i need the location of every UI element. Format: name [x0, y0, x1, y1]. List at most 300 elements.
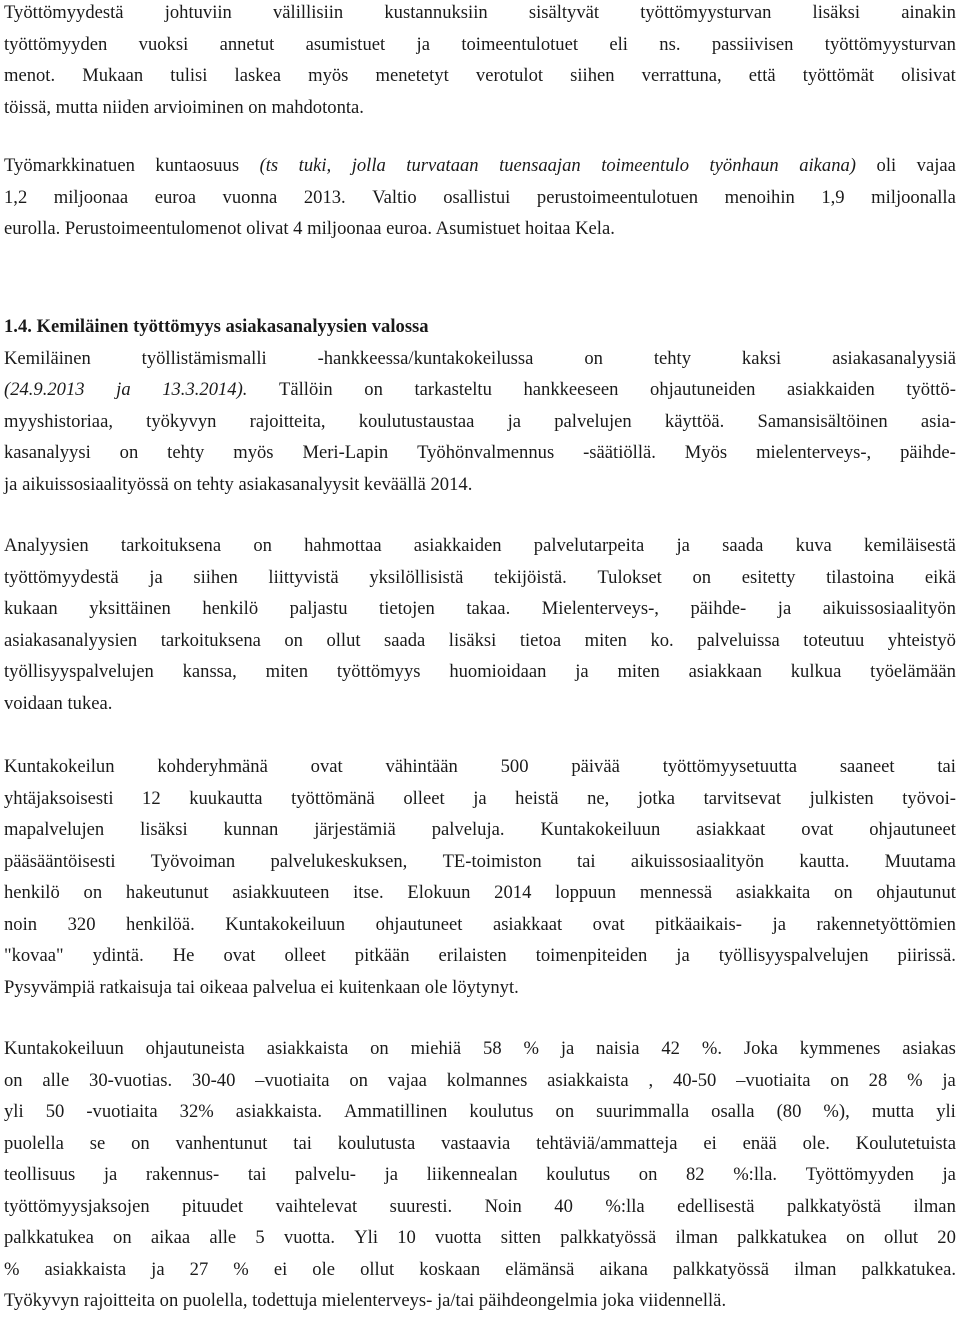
word: %:lla	[605, 1195, 645, 1217]
word: on	[113, 1227, 132, 1248]
word: palkkatyöstä	[787, 1195, 882, 1217]
paragraph-client-demographics	[4, 1033, 956, 1317]
word: asiakkaista.	[235, 1101, 323, 1122]
word: siihen	[193, 566, 238, 588]
word: on	[692, 566, 712, 588]
word: pitkään	[354, 945, 410, 966]
text-line	[4, 530, 956, 562]
word: ja	[942, 1069, 956, 1091]
word: työllistämismalli	[141, 347, 267, 369]
word: päihde-	[690, 598, 747, 619]
word: työnhaun	[709, 155, 779, 176]
word: osalla	[711, 1101, 755, 1122]
word: myös	[308, 65, 349, 86]
text-line	[4, 656, 956, 688]
word: kautta.	[799, 850, 850, 872]
word: Työmarkkinatuen	[4, 155, 135, 176]
word: 12	[142, 787, 161, 809]
word: tuki,	[298, 155, 332, 176]
word: ilman	[794, 1258, 837, 1280]
text-line-content: töissä, mutta niiden arvioiminen on mahdotonta.	[4, 96, 364, 118]
word: tietojen	[379, 598, 435, 619]
text-line	[4, 1159, 956, 1191]
word: 28	[868, 1069, 888, 1091]
word: palveluja.	[431, 819, 505, 840]
word: enää	[742, 1132, 777, 1154]
word: 1,9	[821, 186, 845, 208]
word: työttömyydestä	[4, 566, 119, 588]
word: palvelujen	[554, 410, 632, 432]
word: ne,	[587, 787, 610, 809]
word: ainakin	[901, 2, 956, 23]
word: turvataan	[406, 155, 479, 176]
text-line	[4, 783, 956, 815]
word: ja	[676, 945, 690, 966]
word: työttömänä	[291, 787, 375, 809]
word: ilman	[675, 1227, 718, 1248]
word: %	[4, 1258, 20, 1280]
word: 58	[483, 1038, 502, 1059]
word: työelämään	[870, 661, 956, 682]
word: Kemiläinen	[4, 347, 91, 369]
word: 32%	[179, 1101, 214, 1122]
word: ohjautuneista	[145, 1038, 245, 1059]
word: työttömyysetuutta	[662, 756, 797, 777]
text-line	[4, 1033, 956, 1065]
word: Kuntakokeiluun	[225, 913, 346, 935]
word: olleet	[284, 945, 326, 966]
word: 20	[937, 1227, 956, 1248]
word: –vuotiaita	[255, 1069, 330, 1091]
word: kustannuksiin	[384, 2, 488, 23]
word: kulkua	[790, 661, 842, 682]
word: rakennus-	[145, 1164, 220, 1185]
word: tai	[937, 756, 956, 777]
text-line	[4, 909, 956, 941]
word: edellisestä	[677, 1195, 755, 1217]
word: eli	[609, 33, 628, 55]
text-line	[4, 150, 956, 182]
word: jotka	[637, 787, 676, 809]
word: on	[4, 1069, 23, 1091]
word: Muutama	[884, 850, 956, 872]
word: menoihin	[724, 186, 795, 208]
word: verotulot	[475, 65, 544, 86]
word: lisäksi	[140, 819, 188, 840]
word: palvelukeskuksen,	[270, 850, 408, 872]
word: aikana)	[799, 155, 857, 176]
word: mutta	[871, 1101, 915, 1122]
word: –vuotiaita	[736, 1069, 811, 1091]
word: asumistuet	[305, 33, 386, 55]
word: pituudet	[182, 1195, 244, 1217]
word: on	[830, 1069, 849, 1091]
word: piirissä.	[897, 945, 956, 966]
word: ohjautunut	[876, 882, 956, 903]
word: palvelutarpeita	[533, 535, 645, 556]
word: kuva	[795, 535, 832, 556]
word: johtuviin	[164, 2, 232, 23]
word: laskea	[234, 65, 282, 86]
word: ohjautuneet	[375, 913, 463, 935]
word: vajaa	[916, 155, 956, 176]
word: 40	[554, 1195, 573, 1217]
word: teollisuus	[4, 1164, 76, 1185]
word: kohderyhmänä	[157, 756, 268, 777]
word: vuotta	[435, 1227, 482, 1248]
word: asiakkaat	[696, 819, 766, 840]
word: tulisi	[170, 65, 208, 86]
word: ollut	[326, 629, 361, 651]
text-line	[4, 374, 956, 406]
text-line	[4, 1222, 956, 1254]
word: menot.	[4, 65, 56, 86]
word: ja	[416, 33, 430, 55]
text-line	[4, 1128, 956, 1160]
word: aikaa	[150, 1227, 191, 1248]
word: Ammatillinen	[344, 1101, 448, 1122]
text-line	[4, 182, 956, 214]
word: tarkoituksena	[160, 629, 261, 651]
word: järjestämiä	[314, 819, 396, 840]
word: suurimmalla	[596, 1101, 690, 1122]
word: ovat	[592, 913, 625, 935]
paragraph-indirect-costs	[4, 0, 956, 123]
word: -vuotiaita	[86, 1101, 158, 1122]
word: tai	[247, 1164, 267, 1185]
word: on	[131, 1132, 150, 1154]
word: ja	[777, 598, 792, 619]
word: oli	[876, 155, 897, 176]
word: on	[284, 629, 303, 651]
word: työttö-	[906, 379, 956, 400]
word: työllisyyspalvelujen	[718, 945, 869, 966]
word: henkilöä.	[126, 913, 195, 935]
text-line-content: Pysyvämpiä ratkaisuja tai oikeaa palvelua ei kuitenkaan ole löytynyt.	[4, 976, 519, 998]
word: 10	[397, 1227, 416, 1248]
word: Tällöin	[279, 379, 333, 400]
word: (80	[776, 1101, 802, 1122]
word: kasanalyysi	[4, 442, 91, 463]
word: koskaan	[419, 1258, 481, 1280]
word: henkilö	[202, 598, 259, 619]
word: itse.	[353, 882, 384, 903]
word: myös	[233, 442, 274, 463]
word: ja	[103, 1164, 118, 1185]
word: Elokuun	[407, 882, 471, 903]
word: on	[638, 1164, 658, 1185]
word: ovat	[310, 756, 343, 777]
word: Työhönvalmennus	[417, 442, 555, 463]
word: yksilöllisistä	[369, 566, 464, 588]
word: käyttöä.	[664, 410, 725, 432]
word: Työttömyyden	[805, 1164, 914, 1185]
word: pitkäaikais-	[655, 913, 742, 935]
word: Kuntakokeiluun	[4, 1038, 124, 1059]
word: palveluissa	[697, 629, 780, 651]
word: kuukautta	[189, 787, 263, 809]
word: toteutuu	[803, 629, 865, 651]
word: henkilö	[4, 882, 60, 903]
word: ja	[942, 1164, 956, 1185]
word: työttömät	[802, 65, 874, 86]
word: työttömyysturvan	[824, 33, 956, 55]
word: asiakkaista	[547, 1069, 629, 1091]
word: asiakkaista	[266, 1038, 349, 1059]
word: vanhentunut	[175, 1132, 268, 1154]
word: se	[89, 1132, 106, 1154]
word: sitten	[500, 1227, 542, 1248]
word: "kovaa"	[4, 945, 64, 966]
word: %	[233, 1258, 249, 1280]
word: ,	[648, 1069, 654, 1091]
word: toimeentulotuet	[461, 33, 579, 55]
word: loppuun	[555, 882, 617, 903]
word: Joka	[743, 1038, 778, 1059]
word: (24.9.2013	[4, 379, 85, 400]
word: ja	[507, 410, 522, 432]
text-line	[4, 562, 956, 594]
word: asiakkaista	[44, 1258, 127, 1280]
word: tekijöistä.	[493, 566, 567, 588]
word: aikuissosiaalityön	[822, 598, 956, 619]
word: ei	[273, 1258, 288, 1280]
word: -säätiöllä.	[583, 442, 656, 463]
word: Työttömyydestä	[4, 2, 124, 23]
word: jolla	[351, 155, 386, 176]
word: koulutustaustaa	[358, 410, 475, 432]
word: että	[748, 65, 776, 86]
word: palvelu-	[295, 1164, 356, 1185]
word: ns.	[659, 33, 681, 55]
word: vuotta.	[283, 1227, 336, 1248]
word: on	[370, 1038, 389, 1059]
word: asiakkaiden	[413, 535, 502, 556]
word: on	[83, 882, 103, 903]
word: yli	[4, 1101, 24, 1122]
word: työllisyyspalvelujen	[4, 661, 154, 682]
word: 2013.	[303, 186, 346, 208]
word: elämänsä	[505, 1258, 575, 1280]
word: tietoa	[519, 629, 562, 651]
word: kuntaosuus	[155, 155, 240, 176]
word: tarkasteltu	[414, 379, 492, 400]
word: euroa	[154, 186, 196, 208]
word: kunnan	[223, 819, 279, 840]
word: olisivat	[901, 65, 956, 86]
word: siihen	[570, 65, 615, 86]
word: on	[555, 1101, 575, 1122]
word: olleet	[403, 787, 445, 809]
word: Noin	[484, 1195, 522, 1217]
word: 2014	[494, 882, 532, 903]
word: mennessä	[639, 882, 713, 903]
word: vuoksi	[138, 33, 189, 55]
word: menetetyt	[375, 65, 449, 86]
word: Koulutetuista	[855, 1132, 956, 1154]
word: ydintä.	[92, 945, 144, 966]
word: liittyvistä	[268, 566, 339, 588]
word: puolella	[4, 1132, 64, 1154]
text-line	[4, 972, 956, 1004]
word: ja	[151, 1258, 165, 1280]
word: miehiä	[410, 1038, 462, 1059]
text-line	[4, 29, 956, 61]
word: %.	[701, 1038, 722, 1059]
word: heistä	[515, 787, 559, 809]
word: on	[584, 347, 603, 369]
word: toimeentulo	[601, 155, 689, 176]
word: perustoimeentulotuen	[536, 186, 699, 208]
word: -hankkeessa/kuntakokeilussa	[317, 347, 534, 369]
word: työttömyysjaksojen	[4, 1195, 150, 1217]
section-1-4	[4, 311, 956, 500]
word: on	[834, 882, 853, 903]
word: palkkatukea	[4, 1227, 94, 1248]
text-line	[4, 688, 956, 720]
word: Kuntakokeiluun	[540, 819, 661, 840]
word: pääsääntöisesti	[4, 850, 116, 872]
word: ei	[703, 1132, 717, 1154]
word: työkyvyn	[146, 410, 217, 432]
word: esitetty	[741, 566, 796, 588]
word: ilman	[913, 1195, 956, 1217]
text-line	[4, 0, 956, 29]
word: työttömyyden	[4, 33, 108, 55]
text-line	[4, 877, 956, 909]
word: tehty	[167, 442, 205, 463]
word: %	[523, 1038, 539, 1059]
word: asiakkaan	[688, 661, 762, 682]
word: työttömyys	[336, 661, 421, 682]
word: noin	[4, 913, 38, 935]
word: ohjautuneiden	[650, 379, 756, 400]
word: 320	[67, 913, 96, 935]
word: Meri-Lapin	[302, 442, 389, 463]
word: 500	[500, 756, 529, 777]
text-line	[4, 92, 956, 124]
word: lisäksi	[812, 2, 861, 23]
word: saaneet	[839, 756, 895, 777]
word: yhtäjaksoisesti	[4, 787, 114, 809]
section-heading	[4, 311, 956, 343]
word: rakennetyöttömien	[816, 913, 956, 935]
word: on	[364, 379, 383, 400]
word: vajaa	[387, 1069, 427, 1091]
word: miten	[584, 629, 627, 651]
word: takaa.	[466, 598, 511, 619]
paragraph-analysis-purpose	[4, 530, 956, 719]
text-line-content: ja aikuissosiaalityössä on tehty asiakasanalyysit keväällä 2014.	[4, 473, 473, 495]
section-heading-text: 1.4. Kemiläinen työttömyys asiakasanalyysien valossa	[4, 316, 429, 337]
word: palkkatukea	[737, 1227, 827, 1248]
word: naisia	[596, 1038, 640, 1059]
text-line	[4, 1065, 956, 1097]
word: asia-	[920, 410, 956, 432]
word: tilastoina	[826, 566, 895, 588]
word: Mielenterveys-,	[541, 598, 659, 619]
word: erilaisten	[438, 945, 507, 966]
word: ovat	[223, 945, 256, 966]
word: %	[907, 1069, 923, 1091]
text-line	[4, 469, 956, 501]
word: sisältyvät	[528, 2, 600, 23]
text-line	[4, 625, 956, 657]
word: tai	[576, 850, 596, 872]
word: Myös	[684, 442, 728, 463]
word: osallistui	[443, 186, 511, 208]
text-line	[4, 593, 956, 625]
word: aikuissosiaalityön	[630, 850, 765, 872]
word: annetut	[219, 33, 275, 55]
word: ohjautuneet	[869, 819, 956, 840]
word: vuonna	[222, 186, 278, 208]
text-line	[4, 1191, 956, 1223]
word: Valtio	[372, 186, 417, 208]
text-line	[4, 1285, 956, 1317]
word: ko.	[650, 629, 674, 651]
word: liikennealan	[426, 1164, 518, 1185]
word: yhteistyö	[887, 629, 956, 651]
text-line	[4, 437, 956, 469]
word: koulutusta	[337, 1132, 416, 1154]
word: päihde-	[900, 442, 956, 463]
word: tehty	[653, 347, 691, 369]
word: mielenterveys-,	[756, 442, 872, 463]
word: välillisiin	[272, 2, 344, 23]
word: myyshistoriaa,	[4, 410, 113, 432]
word: tarvitsevat	[703, 787, 782, 809]
word: 40-50	[672, 1069, 717, 1091]
word: ollut	[883, 1227, 919, 1248]
text-line	[4, 343, 956, 375]
word: päivää	[571, 756, 620, 777]
word: on	[119, 442, 139, 463]
word: ole.	[802, 1132, 830, 1154]
word: alle	[42, 1069, 70, 1091]
word: on	[253, 535, 272, 556]
word: asiakasanalyysiä	[832, 347, 956, 369]
word: ja	[676, 535, 690, 556]
word: (ts	[259, 155, 279, 176]
word: hankkeeseen	[523, 379, 619, 400]
word: saada	[384, 629, 426, 651]
word: hakeutunut	[125, 882, 209, 903]
word: yksittäinen	[89, 598, 171, 619]
word: huomioidaan	[449, 661, 547, 682]
word: vähintään	[385, 756, 458, 777]
word: 42	[661, 1038, 680, 1059]
word: mapalvelujen	[4, 819, 105, 840]
word: on	[349, 1069, 368, 1091]
word: He	[172, 945, 195, 966]
text-line	[4, 751, 956, 783]
word: ja	[116, 379, 131, 400]
word: miljoonalla	[871, 186, 956, 208]
text-line	[4, 406, 956, 438]
word: paljastu	[289, 598, 348, 619]
paragraph-labour-market-subsidy	[4, 150, 956, 245]
word: on	[846, 1227, 865, 1248]
word: Työvoiman	[150, 850, 236, 872]
word: miten	[617, 661, 660, 682]
text-line	[4, 1254, 956, 1286]
word: julkisten	[809, 787, 874, 809]
word: 27	[189, 1258, 209, 1280]
text-line	[4, 60, 956, 92]
word: koulutus	[469, 1101, 534, 1122]
word: %),	[823, 1101, 850, 1122]
